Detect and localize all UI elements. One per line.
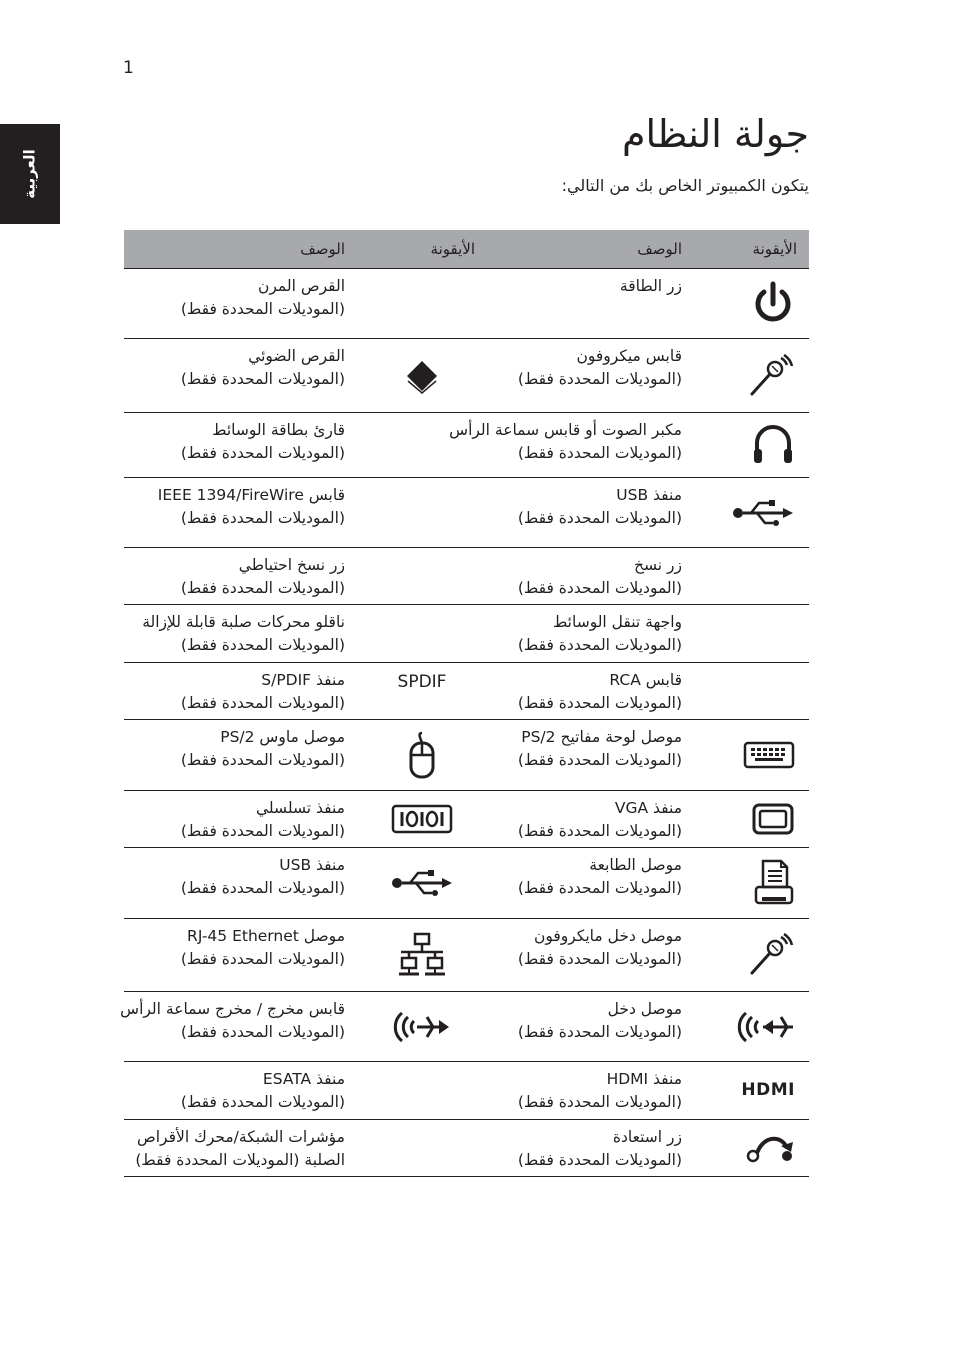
component-note: (الموديلات المحددة فقط) xyxy=(517,751,682,769)
page-title: جولة النظام xyxy=(621,112,809,156)
table-row xyxy=(124,720,809,791)
microphone-in-icon xyxy=(747,946,795,964)
icon-cell-left xyxy=(357,478,487,548)
component-name: زر نسخ احتياطي xyxy=(238,556,345,574)
component-name: قابس ميكروفون xyxy=(576,347,682,365)
icon-cell-left xyxy=(357,548,487,605)
table-row xyxy=(124,919,809,992)
microphone-icon xyxy=(747,366,795,384)
icon-cell-right xyxy=(694,413,809,478)
icon-cell-left xyxy=(357,1120,487,1177)
icon-cell-left xyxy=(357,1062,487,1120)
description-cell-left xyxy=(124,339,357,413)
component-name: منفذ USB xyxy=(616,486,682,504)
description-cell-left xyxy=(124,1120,357,1177)
component-name: قارئ بطاقة الوسائط xyxy=(212,421,345,439)
icon-cell-right xyxy=(694,548,809,605)
description-cell-right xyxy=(487,663,694,720)
icon-cell-right xyxy=(694,269,809,339)
icon-cell-left xyxy=(357,919,487,992)
spdif-label-icon: SPDIF xyxy=(397,672,447,692)
table-row xyxy=(124,663,809,720)
description-cell-right xyxy=(487,339,694,413)
component-name: زر نسخ xyxy=(633,556,682,574)
component-name: زر استعادة xyxy=(612,1128,682,1146)
header-desc-right: الوصف xyxy=(487,230,694,269)
component-note: (الموديلات المحددة فقط) xyxy=(517,694,682,712)
vga-icon xyxy=(751,810,795,828)
description-cell-right xyxy=(487,992,694,1062)
network-icon xyxy=(397,946,447,964)
component-name: قابس RCA xyxy=(609,671,682,689)
icon-cell-right xyxy=(694,1062,809,1120)
table-row xyxy=(124,992,809,1062)
table-row xyxy=(124,478,809,548)
icon-cell-left xyxy=(357,992,487,1062)
component-name: منفذ تسلسلي xyxy=(255,799,345,817)
icon-cell-left xyxy=(357,791,487,848)
description-cell-left xyxy=(124,848,357,919)
table-row xyxy=(124,848,809,919)
component-note: (الموديلات المحددة فقط) xyxy=(180,694,345,712)
component-note: (الموديلات المحددة فقط) xyxy=(517,879,682,897)
mouse-icon xyxy=(407,746,437,764)
component-note: (الموديلات المحددة فقط) xyxy=(180,950,345,968)
component-name: واجهة تنقل الوسائط xyxy=(552,613,682,631)
page-subtitle: يتكون الكمبيوتر الخاص بك من التالي: xyxy=(561,176,809,195)
icon-cell-right xyxy=(694,848,809,919)
component-note: (الموديلات المحددة فقط) xyxy=(517,950,682,968)
component-note: (الموديلات المحددة فقط) xyxy=(180,370,345,388)
description-cell-right xyxy=(487,548,694,605)
table-row xyxy=(124,269,809,339)
component-note: (الموديلات المحددة فقط) xyxy=(180,579,345,597)
component-note: (الموديلات المحددة فقط) xyxy=(517,1151,682,1169)
icon-cell-right xyxy=(694,663,809,720)
component-name: موصل ماوس PS/2 xyxy=(220,728,345,746)
icon-cell-right xyxy=(694,919,809,992)
component-note: (الموديلات المحددة فقط) xyxy=(517,1093,682,1111)
language-tab-label: العربية xyxy=(21,149,39,199)
description-cell-right xyxy=(487,1062,694,1120)
component-note: (الموديلات المحددة فقط) xyxy=(180,636,345,654)
description-cell-left xyxy=(124,663,357,720)
component-name: مكبر الصوت أو قابس سماعة الرأس xyxy=(449,421,682,439)
description-cell-left xyxy=(124,919,357,992)
keyboard-icon xyxy=(743,746,795,764)
icon-table xyxy=(120,230,809,1177)
table-header-row xyxy=(124,230,809,269)
description-cell-right xyxy=(487,848,694,919)
description-cell-left xyxy=(124,1062,357,1120)
component-note: (الموديلات المحددة فقط) xyxy=(180,879,345,897)
component-note: (الموديلات المحددة فقط) xyxy=(517,822,682,840)
description-cell-right xyxy=(449,413,694,478)
icon-cell-right xyxy=(694,1120,809,1177)
language-tab xyxy=(0,124,60,224)
headphones-icon xyxy=(751,436,795,454)
component-name: منفذ VGA xyxy=(614,799,682,817)
description-cell-right xyxy=(487,478,694,548)
icon-cell-right xyxy=(694,478,809,548)
component-name: منفذ S/PDIF xyxy=(261,671,345,689)
icon-cell-left xyxy=(357,269,487,339)
component-name: زر الطاقة xyxy=(619,277,682,295)
table-row xyxy=(124,339,809,413)
description-cell-left xyxy=(124,605,357,663)
component-note: (الموديلات المحددة فقط) xyxy=(180,822,345,840)
component-note: (الموديلات المحددة فقط) xyxy=(180,509,345,527)
hdmi-label-icon: HDMI xyxy=(741,1080,795,1100)
component-name: القرص الضوئي xyxy=(248,347,345,365)
component-note: الصلبة (الموديلات المحددة فقط) xyxy=(135,1151,345,1169)
component-note: (الموديلات المحددة فقط) xyxy=(517,1023,682,1041)
component-note: (الموديلات المحددة فقط) xyxy=(180,1093,345,1111)
description-cell-left xyxy=(124,548,357,605)
icon-cell-left xyxy=(357,605,487,663)
component-note: (الموديلات المحددة فقط) xyxy=(180,1023,345,1041)
power-icon xyxy=(751,294,795,312)
icon-cell-left xyxy=(357,848,487,919)
table-row xyxy=(124,413,809,478)
component-note: (الموديلات المحددة فقط) xyxy=(180,444,345,462)
printer-icon xyxy=(753,874,795,892)
page-number: 1 xyxy=(123,58,134,78)
component-name: موصل RJ-45 Ethernet xyxy=(187,927,345,945)
serial-port-icon xyxy=(391,810,453,828)
component-name: موصل دخل مايكروفون xyxy=(533,927,682,945)
component-name: منفذ ESATA xyxy=(262,1070,345,1088)
description-cell-right xyxy=(487,605,694,663)
description-cell-right xyxy=(487,720,694,791)
description-cell-left xyxy=(124,269,357,339)
component-name: مؤشرات الشبكة/محرك الأقراص xyxy=(136,1128,345,1146)
description-cell-right xyxy=(487,919,694,992)
component-name: موصل لوحة مفاتيح PS/2 xyxy=(521,728,682,746)
component-name: موصل الطابعة xyxy=(589,856,682,874)
description-cell-left xyxy=(124,791,357,848)
component-name: منفذ HDMI xyxy=(606,1070,682,1088)
component-note: (الموديلات المحددة فقط) xyxy=(517,509,682,527)
header-desc-left: الوصف xyxy=(124,230,357,269)
icon-cell-right xyxy=(694,791,809,848)
description-cell-left xyxy=(124,478,357,548)
icon-cell-right xyxy=(694,339,809,413)
component-name: القرص المرن xyxy=(257,277,345,295)
component-name: ناقلو محركات صلبة قابلة للإزالة xyxy=(142,613,345,631)
description-cell-left xyxy=(120,992,357,1062)
component-note: (الموديلات المحددة فقط) xyxy=(517,444,682,462)
usb-icon xyxy=(390,874,454,892)
table-row xyxy=(124,1120,809,1177)
usb-icon xyxy=(731,503,795,521)
description-cell-right xyxy=(487,791,694,848)
audio-in-icon xyxy=(737,1017,795,1035)
optical-disc-icon xyxy=(404,366,440,384)
component-note: (الموديلات المحددة فقط) xyxy=(180,300,345,318)
description-cell-right xyxy=(487,1120,694,1177)
component-name: قابس IEEE 1394/FireWire xyxy=(157,486,345,504)
description-cell-left xyxy=(124,720,357,791)
restore-icon xyxy=(745,1139,795,1157)
component-note: (الموديلات المحددة فقط) xyxy=(517,636,682,654)
table-row xyxy=(124,605,809,663)
component-note: (الموديلات المحددة فقط) xyxy=(180,751,345,769)
description-cell-right xyxy=(487,269,694,339)
component-note: (الموديلات المحددة فقط) xyxy=(517,370,682,388)
table-row xyxy=(124,791,809,848)
icon-cell-left xyxy=(357,339,487,413)
table-row xyxy=(124,548,809,605)
audio-out-icon xyxy=(393,1017,451,1035)
component-name: قابس مخرج / مخرج سماعة الرأس xyxy=(120,1000,345,1018)
icon-cell-right xyxy=(694,720,809,791)
component-name: موصل دخل xyxy=(607,1000,682,1018)
description-cell-left xyxy=(124,413,357,478)
component-name: منفذ USB xyxy=(279,856,345,874)
icon-cell-right xyxy=(694,605,809,663)
component-note: (الموديلات المحددة فقط) xyxy=(517,579,682,597)
header-icon-left: الأيقونة xyxy=(357,230,487,269)
icon-cell-left xyxy=(357,720,487,791)
icon-cell-right xyxy=(694,992,809,1062)
header-icon-right: الأيقونة xyxy=(694,230,809,269)
table-row xyxy=(124,1062,809,1120)
icon-cell-left xyxy=(357,663,487,720)
